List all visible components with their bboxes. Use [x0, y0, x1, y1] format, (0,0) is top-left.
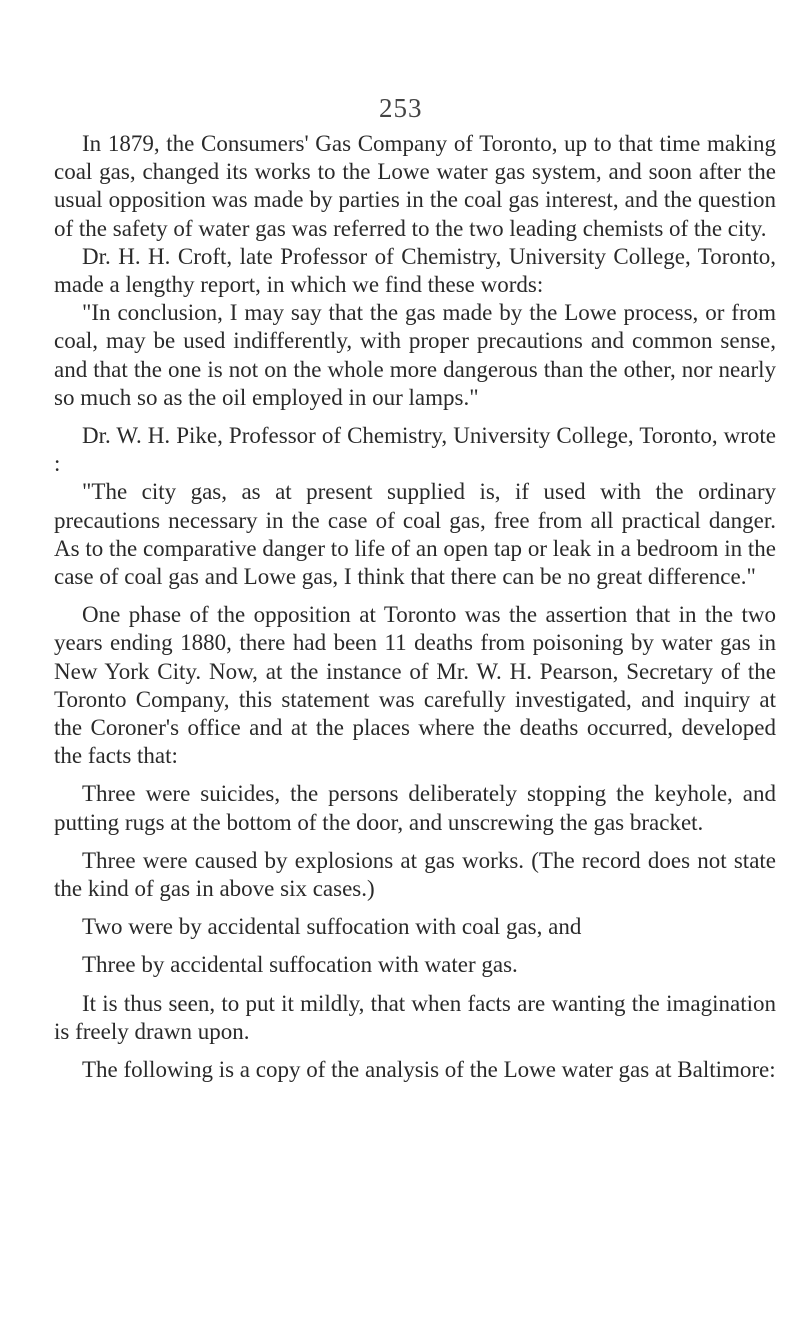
quote-croft: "In conclusion, I may say that the gas made by the Lowe process, or from coal, may be used indifferently, with proper precautions and common sense, and that the one is not on the whole more dangerous than the other, nor nearly so much so as the oil employed in our lamps." — [54, 300, 776, 410]
paragraph-croft-report: Dr. H. H. Croft, late Professor of Chemistry, University College, Toronto, made a lengthy report, in which we find these words: — [54, 243, 776, 298]
paragraph-explosions: Three were caused by explosions at gas works. (The record does not state the kind of gas in above six cases.) — [54, 847, 776, 902]
paragraph-opposition: One phase of the opposition at Toronto was the assertion that in the two years ending 1880, there had been 11 deaths from poisoning by water gas in New York City. Now, at the instance of Mr. W. H. Pearson, Secretary of the Toronto Company, this statement was carefully investigated, and inquiry at the Coroner's office and at the places where the deaths occurred, developed the facts that: — [54, 602, 776, 769]
paragraph-water-gas-suffocation: Three by accidental suffocation with water gas. — [82, 952, 518, 978]
paragraph-analysis-intro: The following is a copy of the analysis of the Lowe water gas at Baltimore: — [82, 1057, 776, 1083]
paragraph-pike: Dr. W. H. Pike, Professor of Chemistry, University College, Toronto, wrote : — [54, 423, 776, 477]
paragraph-consumers-gas: In 1879, the Consumers' Gas Company of Toronto, up to that time making coal gas, changed its works to the Lowe water gas system, and soon after the usual opposition was made by parties in the coal gas interest, and the question of the safety of water gas was referred to the two leading chemists of the city. — [54, 131, 776, 241]
page-number: 253 — [379, 93, 423, 123]
paragraph-imagination: It is thus seen, to put it mildly, that when facts are wanting the imagination is freely drawn upon. — [54, 990, 776, 1044]
paragraph-suicides: Three were suicides, the persons deliberately stopping the keyhole, and putting rugs at the bottom of the door, and unscrewing the gas bracket. — [54, 781, 776, 835]
body-text — [54, 130, 776, 1084]
quote-pike: "The city gas, as at present supplied is, if used with the ordinary precautions necessary in the case of coal gas, free from all practical danger. As to the comparative danger to life of an open tap or leak in a bedroom in the case of coal gas and Lowe gas, I think that there can be no great difference." — [54, 479, 776, 590]
paragraph-coal-gas-suffocation: Two were by accidental suffocation with coal gas, and — [82, 914, 582, 940]
